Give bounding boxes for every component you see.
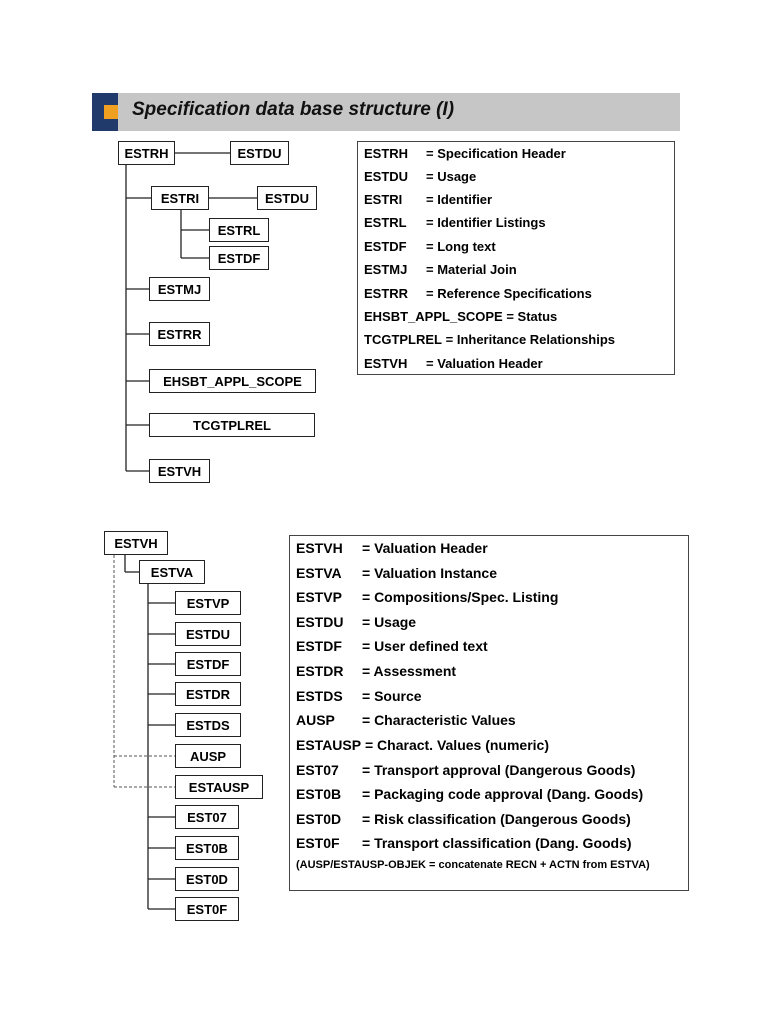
box-estdf: ESTDF: [175, 652, 241, 676]
box-est0b: EST0B: [175, 836, 239, 860]
legend-key: EST0B: [296, 786, 342, 802]
legend-diagram-2: [289, 535, 689, 891]
legend-desc: = Packaging code approval (Dang. Goods): [362, 786, 644, 802]
legend-row: [296, 811, 631, 827]
legend-key: ESTVH: [296, 540, 343, 556]
legend-desc: = Charact. Values (numeric): [364, 737, 550, 753]
legend-key: ESTDF: [364, 239, 407, 254]
legend-row: [364, 309, 557, 324]
legend-key: ESTDF: [296, 638, 342, 654]
legend-key: EST0D: [296, 811, 342, 827]
box-estausp: ESTAUSP: [175, 775, 263, 799]
legend-key: ESTRL: [364, 215, 407, 230]
legend-row: [296, 835, 632, 851]
legend-row: [364, 215, 546, 230]
legend-row: [296, 663, 456, 679]
legend-desc: = Valuation Instance: [362, 565, 497, 581]
legend-key: ESTMJ: [364, 262, 408, 277]
legend-key: ESTDU: [296, 614, 344, 630]
box-estrr: ESTRR: [149, 322, 210, 346]
legend-row: [364, 332, 615, 347]
box-est0f: EST0F: [175, 897, 239, 921]
legend-row: [364, 192, 492, 207]
legend-desc: = Identifier: [426, 192, 493, 207]
legend-key: ESTVA: [296, 565, 342, 581]
legend-row: [296, 737, 549, 753]
legend-desc: = Material Join: [426, 262, 517, 277]
legend-note: (AUSP/ESTAUSP-OBJEK = concatenate RECN + ACTN from ESTVA): [296, 859, 650, 871]
legend-row: [296, 565, 497, 581]
box-tcgtplrel: TCGTPLREL: [149, 413, 315, 437]
legend-row: [296, 589, 558, 605]
box-estvh: ESTVH: [149, 459, 210, 483]
legend-desc: = Source: [362, 688, 422, 704]
legend-desc: = Specification Header: [426, 146, 566, 161]
legend-diagram-1: [357, 141, 675, 375]
box-estvh: ESTVH: [104, 531, 168, 555]
box-estrh: ESTRH: [118, 141, 175, 165]
legend-desc: = Risk classification (Dangerous Goods): [362, 811, 631, 827]
legend-key: ESTRI: [364, 192, 403, 207]
legend-row: [364, 146, 566, 161]
legend-desc: = Identifier Listings: [426, 215, 546, 230]
legend-row: [296, 712, 516, 728]
legend-row: [296, 638, 488, 654]
legend-desc: = Transport approval (Dangerous Goods): [362, 762, 636, 778]
legend-desc: = Characteristic Values: [362, 712, 516, 728]
page-title: Specification data base structure (I): [132, 99, 455, 120]
legend-row: [364, 262, 517, 277]
legend-row: [296, 762, 635, 778]
legend-desc: = Valuation Header: [362, 540, 488, 556]
legend-key: ESTDU: [364, 169, 409, 184]
legend-key: AUSP: [296, 712, 335, 728]
legend-row: [296, 688, 422, 704]
legend-row: [364, 286, 592, 301]
legend-key: ESTDS: [296, 688, 343, 704]
legend-key: ESTRR: [364, 286, 409, 301]
legend-row: [296, 540, 488, 556]
box-estva: ESTVA: [139, 560, 205, 584]
box-estdu: ESTDU: [175, 622, 241, 646]
box-estdu: ESTDU: [230, 141, 289, 165]
box-estdu-2: ESTDU: [257, 186, 317, 210]
legend-desc: = Assessment: [362, 663, 457, 679]
box-estdr: ESTDR: [175, 682, 241, 706]
legend-desc: = Usage: [362, 614, 417, 630]
legend-desc: = Reference Specifications: [426, 286, 592, 301]
legend-key: ESTAUSP: [296, 737, 362, 753]
legend-desc: = Transport classification (Dang. Goods): [362, 835, 632, 851]
legend-desc: = Inheritance Relationships: [445, 332, 616, 347]
legend-key: ESTRH: [364, 146, 409, 161]
box-ausp: AUSP: [175, 744, 241, 768]
legend-desc: = Compositions/Spec. Listing: [362, 589, 559, 605]
legend-key: EST07: [296, 762, 339, 778]
box-estmj: ESTMJ: [149, 277, 210, 301]
legend-key: ESTDR: [296, 663, 344, 679]
box-est0d: EST0D: [175, 867, 239, 891]
legend-desc: = Usage: [426, 169, 477, 184]
box-estdf: ESTDF: [209, 246, 269, 270]
box-estds: ESTDS: [175, 713, 241, 737]
legend-row: [364, 356, 543, 371]
legend-key: EHSBT_APPL_SCOPE: [364, 309, 503, 324]
legend-desc: = User defined text: [362, 638, 488, 654]
legend-desc: = Long text: [426, 239, 496, 254]
legend-row: [364, 169, 476, 184]
legend-desc: = Valuation Header: [426, 356, 543, 371]
legend-desc: = Status: [506, 309, 558, 324]
box-estvp: ESTVP: [175, 591, 241, 615]
legend-key: ESTVH: [364, 356, 408, 371]
legend-key: TCGTPLREL: [364, 332, 442, 347]
legend-row: [364, 239, 496, 254]
legend-row: [296, 614, 416, 630]
box-estrl: ESTRL: [209, 218, 269, 242]
box-est07: EST07: [175, 805, 239, 829]
legend-row: [296, 786, 643, 802]
box-estri: ESTRI: [151, 186, 209, 210]
legend-key: EST0F: [296, 835, 340, 851]
legend-key: ESTVP: [296, 589, 342, 605]
box-ehsbt-appl-scope: EHSBT_APPL_SCOPE: [149, 369, 316, 393]
